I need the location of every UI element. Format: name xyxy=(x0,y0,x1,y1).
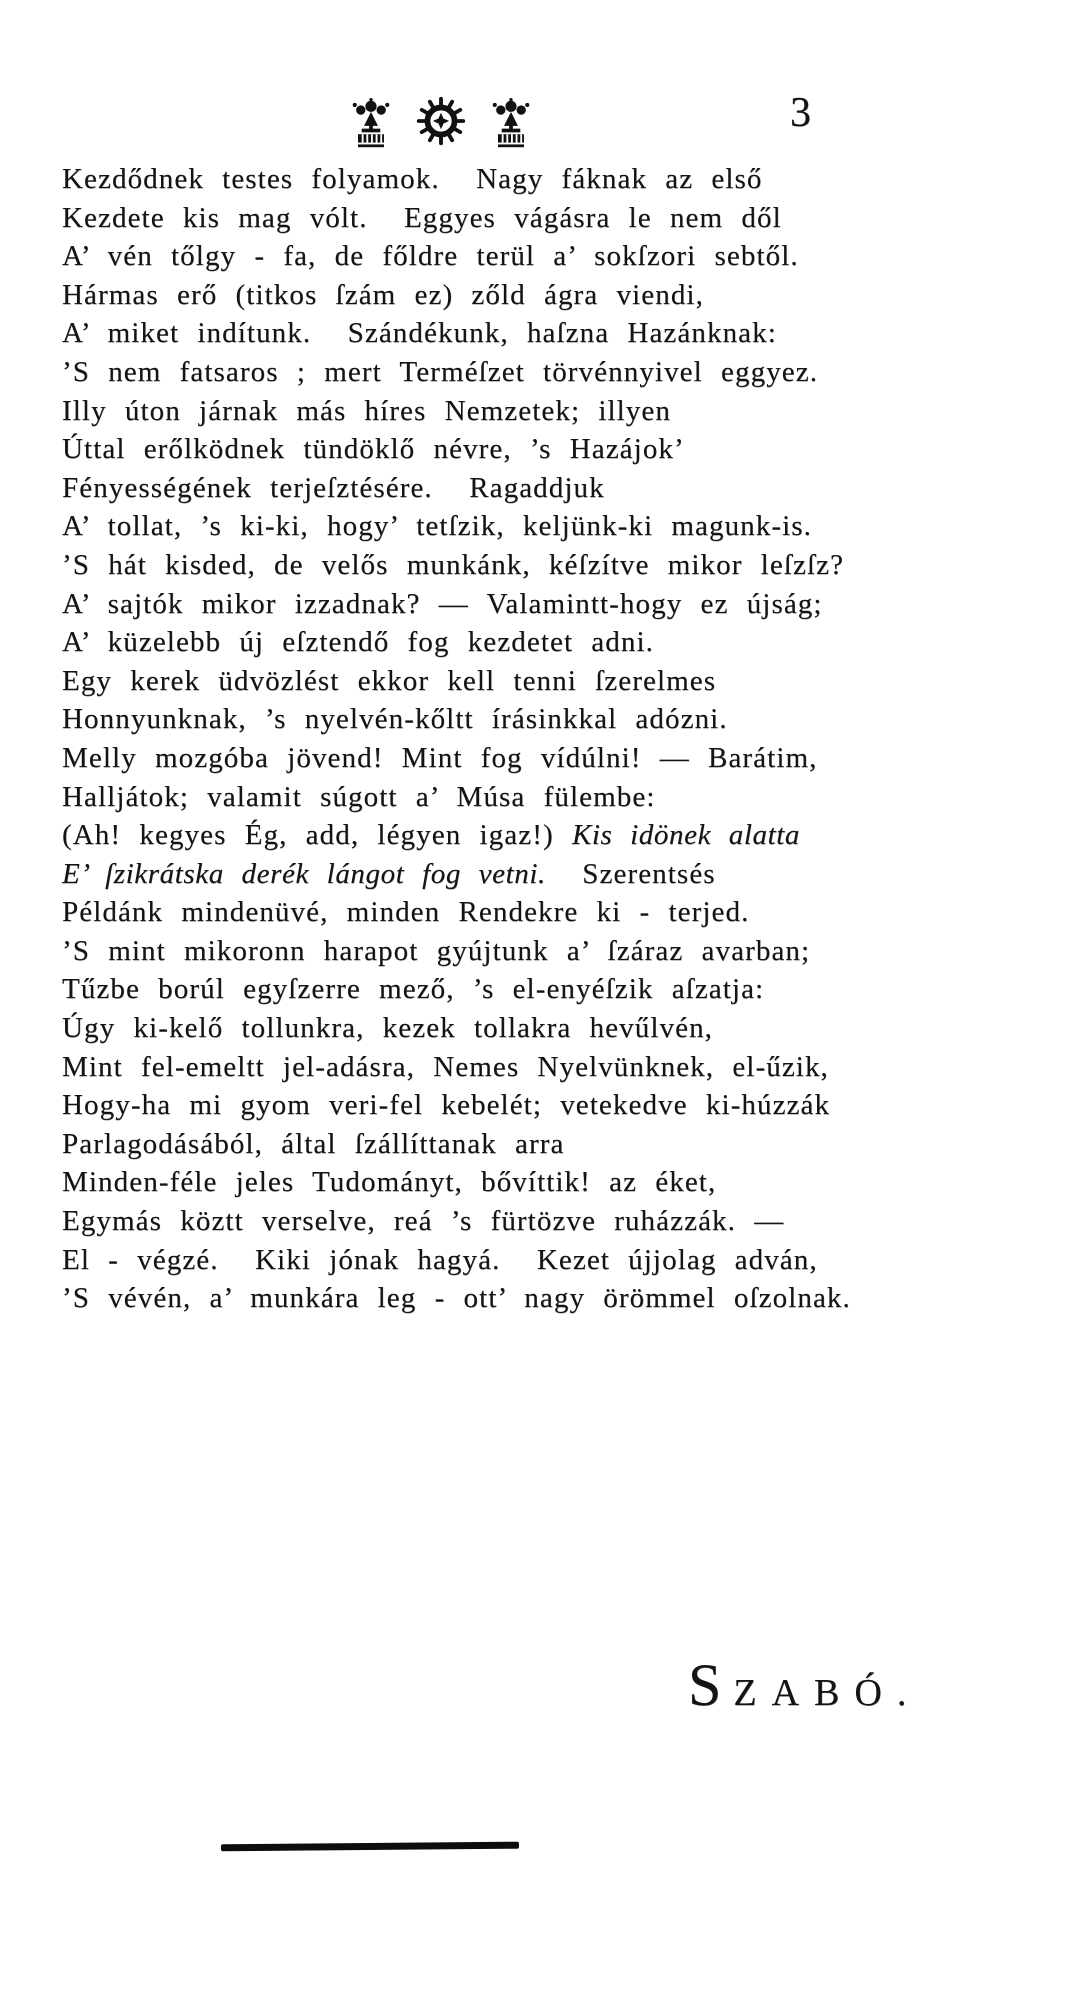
poem-line xyxy=(62,160,1064,199)
footer-rule xyxy=(221,1842,519,1852)
poem-line xyxy=(62,932,1064,971)
poem-line xyxy=(62,507,1064,546)
poem-line xyxy=(62,276,1064,315)
poem-segment: Kezdete kis mag vólt. Eggyes vágásra le nem dől xyxy=(62,201,782,234)
poem-segment: Egy kerek üdvözlést ekkor kell tenni ſzerelmes xyxy=(62,664,717,697)
poem-segment-italic: E’ ſzikrátska derék lángot fog vetni. xyxy=(62,857,546,890)
poem-line xyxy=(62,1163,1064,1202)
poem-line xyxy=(62,1009,1064,1048)
poem-segment: ’S mint mikoronn harapot gyújtunk a’ ſzáraz avarban; xyxy=(62,934,811,967)
poem-segment: Mint fel-emeltt jel-adásra, Nemes Nyelvünknek, el-űzik, xyxy=(62,1050,829,1083)
poem-segment: Parlagodásából, által ſzállíttanak arra xyxy=(62,1127,565,1160)
poem-segment: Halljátok; valamit súgott a’ Músa fülembe: xyxy=(62,780,656,813)
poem-line xyxy=(62,1279,1064,1318)
signature-initial: S xyxy=(688,1652,722,1718)
poem-line xyxy=(62,392,1064,431)
poem-segment: Minden-féle jeles Tudományt, bővíttik! az éket, xyxy=(62,1166,717,1199)
poem-segment: Példánk mindenüvé, minden Rendekre ki - terjed. xyxy=(62,896,750,929)
poem xyxy=(62,160,1064,1318)
poem-segment: Tűzbe borúl egyſzerre mező, ’s el-enyéſzik aſzatja: xyxy=(62,973,765,1006)
poem-segment-italic: Kis idönek alatta xyxy=(571,819,801,852)
sunburst-rosette-icon xyxy=(412,92,470,150)
poem-line xyxy=(62,314,1064,353)
poem-line xyxy=(62,430,1064,469)
poem-line xyxy=(62,855,1064,894)
page-number: 3 xyxy=(790,90,811,136)
poem-line xyxy=(62,546,1064,585)
fleuron-basket-icon xyxy=(490,98,532,150)
header-ornaments xyxy=(350,92,532,150)
poem-line xyxy=(62,1202,1064,1241)
poem-segment: A’ vén tőlgy - fa, de főldre terül a’ sokſzori sebtől. xyxy=(62,240,799,273)
poem-segment: Melly mozgóba jövend! Mint fog vídúlni! — Barátim, xyxy=(62,741,818,774)
author-signature xyxy=(688,1652,922,1718)
poem-segment: Kezdődnek testes folyamok. Nagy fáknak az első xyxy=(62,163,763,195)
poem-segment: Honnyunknak, ’s nyelvén-kőltt írásinkkal adózni. xyxy=(62,703,728,736)
poem-line xyxy=(62,237,1064,276)
poem-segment: A’ küzelebb új eſztendő fog kezdetet adni. xyxy=(62,626,654,659)
poem-line xyxy=(62,585,1064,624)
poem-line xyxy=(62,739,1064,778)
poem-line xyxy=(62,1125,1064,1164)
poem-segment: A’ miket indítunk. Szándékunk, haſzna Hazánknak: xyxy=(62,317,777,350)
poem-segment: (Ah! kegyes Ég, add, légyen igaz!) xyxy=(62,819,572,852)
poem-segment: A’ sajtók mikor izzadnak? — Valamintt-hogy ez újság; xyxy=(62,587,823,620)
poem-segment: A’ tollat, ’s ki-ki, hogy’ tetſzik, keljünk-ki magunk-is. xyxy=(62,510,813,543)
poem-segment: ’S vévén, a’ munkára leg - ott’ nagy örömmel oſzolnak. xyxy=(62,1282,851,1315)
poem-line xyxy=(62,469,1064,508)
poem-segment: Úttal erőlködnek tündöklő névre, ’s Hazájok’ xyxy=(62,433,685,466)
poem-line xyxy=(62,1086,1064,1125)
poem-line xyxy=(62,893,1064,932)
poem-line xyxy=(62,700,1064,739)
poem-line xyxy=(62,199,1064,238)
signature-rest: ZABÓ. xyxy=(733,1672,922,1714)
fleuron-basket-icon xyxy=(350,98,392,150)
poem-line xyxy=(62,970,1064,1009)
poem-line xyxy=(62,778,1064,817)
poem-segment: El - végzé. Kiki jónak hagyá. Kezet újjolag adván, xyxy=(62,1243,818,1276)
poem-line xyxy=(62,816,1064,855)
poem-segment: Úgy ki-kelő tollunkra, kezek tollakra hevűlvén, xyxy=(62,1012,714,1045)
poem-segment: ’S hát kisded, de velős munkánk, kéſzítve mikor leſzſz? xyxy=(62,548,845,581)
poem-line xyxy=(62,662,1064,701)
poem-line xyxy=(62,1048,1064,1087)
poem-segment: Fényességének terjeſztésére. Ragaddjuk xyxy=(62,471,605,504)
poem-line xyxy=(62,353,1064,392)
poem-line xyxy=(62,1241,1064,1280)
poem-line xyxy=(62,623,1064,662)
poem-segment: Hármas erő (titkos ſzám ez) zőld ágra viendi, xyxy=(62,278,704,311)
poem-segment: Szerentsés xyxy=(545,857,716,890)
poem-segment: Illy úton járnak más híres Nemzetek; illyen xyxy=(62,394,671,427)
poem-segment: Hogy-ha mi gyom veri-fel kebelét; vetekedve ki-húzzák xyxy=(62,1089,831,1122)
poem-segment: Egymás köztt verselve, reá ’s fürtözve ruházzák. — xyxy=(62,1205,785,1238)
poem-segment: ’S nem fatsaros ; mert Terméſzet törvénnyivel eggyez. xyxy=(62,355,819,388)
